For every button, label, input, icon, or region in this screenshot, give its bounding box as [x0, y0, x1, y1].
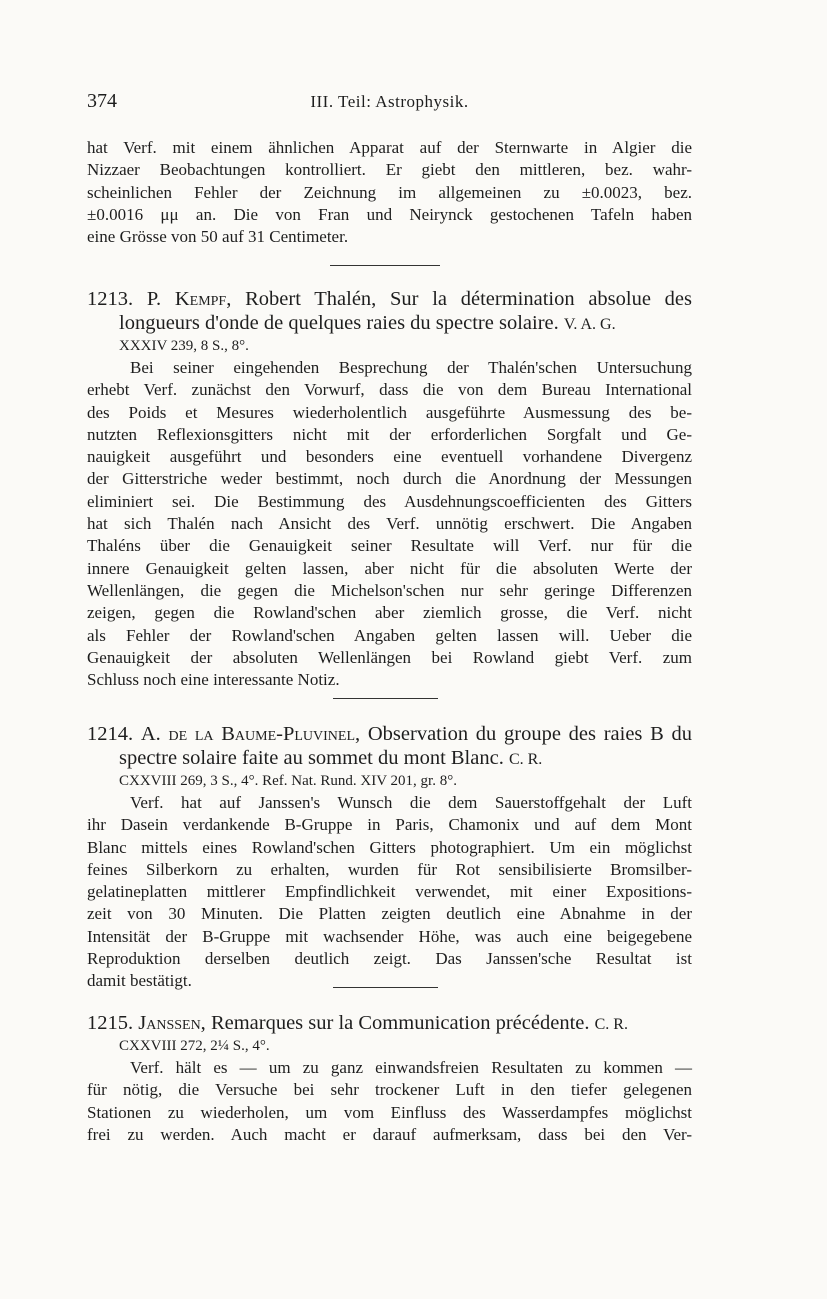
- entry-number: 1213.: [87, 288, 134, 310]
- text-line: zeit von 30 Minuten. Die Platten zeigten deutlich eine Abnahme in der: [87, 904, 692, 924]
- text-line: des Poids et Mesures wiederholentlich ausgeführte Ausmessung des be-: [87, 402, 692, 422]
- text-line: als Fehler der Rowland'schen Angaben gelten lassen will. Ueber die: [87, 625, 692, 645]
- text-line: eine Grösse von 50 auf 31 Centimeter.: [87, 227, 349, 247]
- text-line: Wellenlängen, die gegen die Michelson'schen nur sehr geringe Differenzen: [87, 580, 692, 600]
- entry-1215: [87, 1011, 692, 1146]
- entry-title-text: Observation du groupe des raies B du spectre solaire faite au sommet du mont Blanc.: [119, 723, 693, 769]
- entry-number: 1215.: [87, 1012, 134, 1034]
- text-line: Verf. hat auf Janssen's Wunsch die dem Sauerstoffgehalt der Luft: [130, 793, 692, 812]
- entry-paragraph: [87, 357, 692, 691]
- text-line: Blanc mittels eines Rowland'schen Gitters photographiert. Um ein möglichst: [87, 837, 692, 857]
- text-line: innere Genauigkeit gelten lassen, aber nicht für die absoluten Werte der: [87, 558, 692, 578]
- text-line: Verf. hält es — um zu ganz einwandsfreien Resultaten zu kommen —: [130, 1058, 692, 1077]
- text-line: hat Verf. mit einem ähnlichen Apparat auf der Sternwarte in Algier die: [87, 138, 692, 157]
- entry-source: C. R.: [594, 1016, 628, 1033]
- entry-reference: CXXVIII 269, 3 S., 4°. Ref. Nat. Rund. XIV 201, gr. 8°.: [119, 773, 457, 789]
- entry-paragraph: [87, 792, 692, 993]
- entry-reference: XXXIV 239, 8 S., 8°.: [119, 338, 249, 354]
- entry-1213: [87, 287, 692, 691]
- text-line: Reproduktion derselben deutlich zeigt. Das Janssen'sche Resultat ist: [87, 949, 692, 969]
- text-line: gelatineplatten mittlerer Empfindlichkeit verwendet, mit einer Expositions-: [87, 882, 692, 902]
- entry-paragraph: [87, 1057, 692, 1146]
- text-line: feines Silberkorn zu erhalten, wurden für Rot sensibilisierte Bromsilber-: [87, 859, 692, 879]
- entry-source: V. A. G.: [563, 316, 616, 333]
- text-line: scheinlichen Fehler der Zeichnung im allgemeinen zu ±0.0023, bez.: [87, 182, 692, 202]
- entry-title: [87, 287, 692, 337]
- text-line: hat sich Thalén nach Ansicht des Verf. unnötig erschwert. Die Angaben: [87, 514, 692, 534]
- text-line: Bei seiner eingehenden Besprechung der Thalén'schen Untersuchung: [130, 358, 692, 377]
- text-line: der Gitterstriche weder bestimmt, noch durch die Anordnung der Messungen: [87, 469, 692, 489]
- text-line: für nötig, die Versuche bei sehr trockener Luft in den tiefer gelegenen: [87, 1080, 692, 1100]
- entry-author: P. Kempf,: [146, 288, 232, 310]
- entry-title: [87, 1011, 692, 1037]
- text-line: frei zu werden. Auch macht er darauf aufmerksam, dass bei den Ver-: [87, 1124, 692, 1144]
- section-divider: [330, 265, 440, 266]
- intro-paragraph: [87, 137, 692, 248]
- text-line: Schluss noch eine interessante Notiz.: [87, 670, 340, 690]
- text-line: nutzten Reflexionsgitters nicht mit der erforderlichen Sorgfalt und Ge-: [87, 424, 692, 444]
- text-line: Thaléns über die Genauigkeit seiner Resultate will Verf. nur für die: [87, 536, 692, 556]
- text-line: Genauigkeit der absoluten Wellenlängen bei Rowland giebt Verf. zum: [87, 647, 692, 667]
- text-line: zeigen, gegen die Rowland'schen aber ziemlich grosse, die Verf. nicht: [87, 603, 692, 623]
- text-line: Stationen zu wiederholen, um vom Einfluss des Wasserdampfes möglichst: [87, 1102, 692, 1122]
- entry-source: C. R.: [508, 751, 543, 768]
- text-line: nauigkeit ausgeführt und besonders eine eventuell vorhandene Divergenz: [87, 447, 692, 467]
- page-header: [87, 90, 692, 120]
- section-divider: [333, 698, 438, 699]
- text-line: Nizzaer Beobachtungen kontrolliert. Er giebt den mittleren, bez. wahr-: [87, 160, 692, 180]
- text-line: eliminiert sei. Die Bestimmung des Ausdehnungscoefficienten des Gitters: [87, 491, 692, 511]
- entry-1214: [87, 722, 692, 993]
- text-line: Intensität der B-Gruppe mit wachsender Höhe, was auch eine beigegebene: [87, 926, 692, 946]
- entry-author: Janssen,: [138, 1012, 206, 1034]
- text-line: ±0.0016 μμ an. Die von Fran und Neirynck gestochenen Tafeln haben: [87, 204, 692, 224]
- text-line: ihr Dasein verdankende B-Gruppe in Paris, Chamonix und auf dem Mont: [87, 815, 692, 835]
- text-line: damit bestätigt.: [87, 971, 192, 991]
- entry-title-text: Robert Thalén, Sur la détermination absolue des longueurs d'onde de quelques raies du spectre solaire.: [119, 288, 693, 334]
- entry-title-text: Remarques sur la Communication précédente.: [210, 1012, 590, 1034]
- entry-author: A. de la Baume-Pluvinel,: [140, 723, 361, 745]
- entry-number: 1214.: [87, 723, 134, 745]
- page-number: 374: [87, 90, 117, 112]
- entry-reference: CXXVIII 272, 2¼ S., 4°.: [119, 1038, 270, 1054]
- entry-title: [87, 722, 692, 772]
- running-head: III. Teil: Astrophysik.: [310, 92, 469, 111]
- text-line: erhebt Verf. zunächst den Vorwurf, dass die von dem Bureau International: [87, 380, 692, 400]
- section-divider: [333, 987, 438, 988]
